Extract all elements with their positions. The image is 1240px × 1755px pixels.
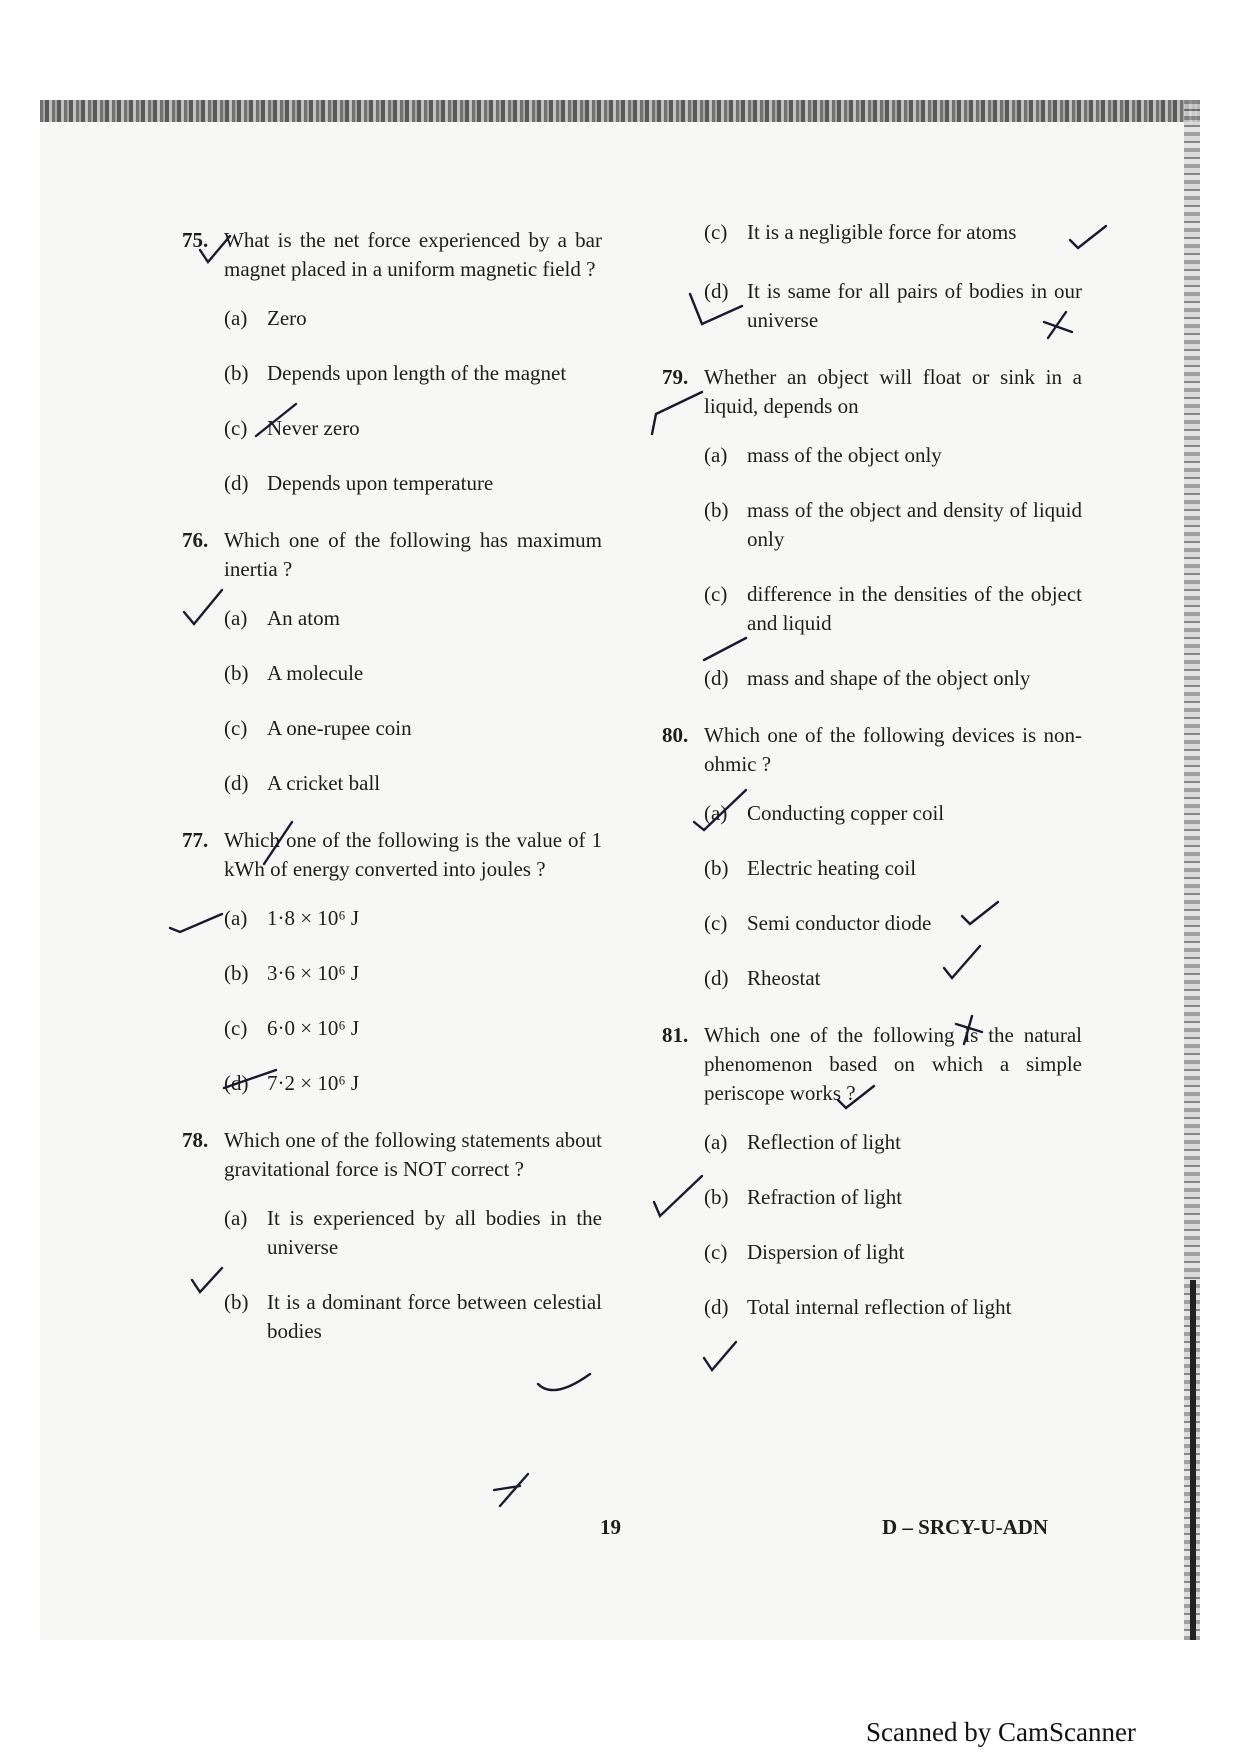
option-a: (a) Reflection of light [704,1130,901,1154]
question-76 [182,526,602,798]
option-a: (a) It is experienced by all bodies in the universe [224,1206,602,1259]
option-d: (d) mass and shape of the object only [704,666,1031,690]
option-d: (d) Rheostat [704,966,821,990]
option-d: (d) Total internal reflection of light [704,1295,1012,1319]
question-text: Which one of the following statements about gravitational force is NOT correct ? [224,1128,602,1181]
option-d: (d) Depends upon temperature [224,471,494,495]
page-number: 19 [600,1515,621,1539]
question-text: Whether an object will float or sink in a liquid, depends on [704,365,1082,418]
option-d: (d) It is same for all pairs of bodies in our universe [704,279,1082,332]
question-75 [182,226,602,498]
binding-shadow [1190,1280,1196,1640]
question-number: 79. [662,365,689,389]
right-column [662,218,1082,1350]
option-c: (c) A one-rupee coin [224,716,412,740]
option-b: (b) Depends upon length of the magnet [224,361,567,385]
question-number: 81. [662,1023,689,1047]
option-c: (c) 6·0 × 10⁶ J [224,1016,360,1040]
question-number: 78. [182,1128,209,1152]
question-number: 80. [662,723,689,747]
booklet-code: D – SRCY-U-ADN [882,1515,1049,1539]
option-c: (c) difference in the densities of the object and liquid [704,582,1082,635]
question-text: Which one of the following is the natural phenomenon based on which a simple periscope works ? [704,1023,1082,1105]
option-b: (b) It is a dominant force between celestial bodies [224,1290,602,1343]
question-78-continued [704,218,1082,335]
option-c: (c) It is a negligible force for atoms [704,220,1017,244]
question-text: Which one of the following is the value of 1 kWh of energy converted into joules ? [224,828,602,881]
question-80 [662,721,1082,993]
question-text: What is the net force experienced by a bar magnet placed in a uniform magnetic field ? [224,228,602,281]
question-77 [182,826,602,1098]
option-a: (a) 1·8 × 10⁶ J [224,906,360,930]
option-b: (b) Electric heating coil [704,856,917,880]
left-column [182,226,602,1374]
option-d: (d) 7·2 × 10⁶ J [224,1071,360,1095]
option-c: (c) Dispersion of light [704,1240,905,1264]
question-text: Which one of the following devices is non-ohmic ? [704,723,1082,776]
option-a: (a) mass of the object only [704,443,942,467]
question-81 [662,1021,1082,1322]
option-b: (b) Refraction of light [704,1185,903,1209]
question-number: 75. [182,228,209,252]
option-b: (b) 3·6 × 10⁶ J [224,961,360,985]
question-text: Which one of the following has maximum inertia ? [224,528,602,581]
question-79 [662,363,1082,693]
question-78 [182,1126,602,1346]
option-d: (d) A cricket ball [224,771,381,795]
option-a: (a) Conducting copper coil [704,801,945,825]
option-a: (a) An atom [224,606,340,630]
question-number: 76. [182,528,209,552]
option-c: (c) Semi conductor diode [704,911,932,935]
scan-top-edge [40,100,1200,122]
option-b: (b) A molecule [224,661,364,685]
option-b: (b) mass of the object and density of liquid only [704,498,1082,551]
scanner-watermark: Scanned by CamScanner [866,1717,1136,1747]
option-a: (a) Zero [224,306,307,330]
option-c: (c) Never zero [224,416,360,440]
question-number: 77. [182,828,209,852]
